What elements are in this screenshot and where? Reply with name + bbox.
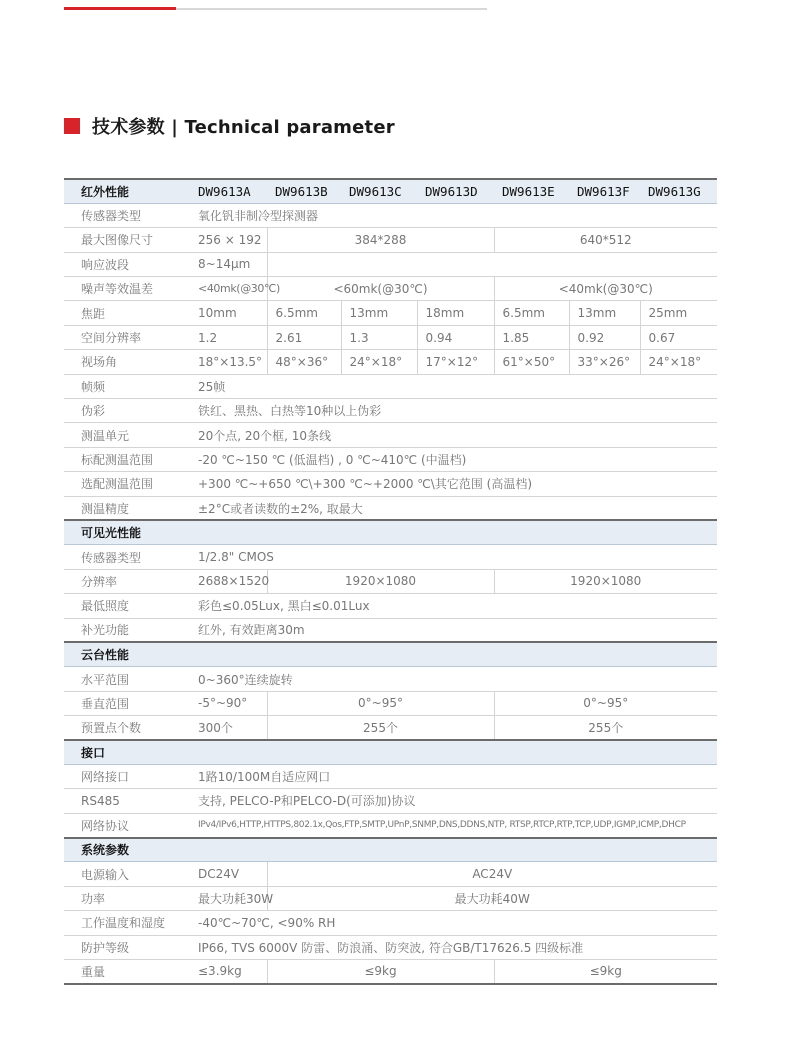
spec-row	[64, 618, 717, 642]
row-label: 空间分辨率	[64, 325, 190, 349]
row-label: 水平范围	[64, 667, 190, 691]
row-label: 预置点个数	[64, 716, 190, 740]
row-value: 300个	[190, 716, 267, 740]
spec-row	[64, 399, 717, 423]
row-value: 640*512	[494, 228, 717, 252]
row-label: 标配测温范围	[64, 447, 190, 471]
section-header-system	[64, 838, 717, 862]
row-value: 1920×1080	[494, 569, 717, 593]
model-name: DW9613E	[494, 179, 569, 203]
row-value: 17°×12°	[417, 350, 494, 374]
row-value: 0.67	[640, 325, 717, 349]
row-label: 最低照度	[64, 594, 190, 618]
row-label: 视场角	[64, 350, 190, 374]
spec-row	[64, 423, 717, 447]
spec-row	[64, 862, 717, 886]
row-value: AC24V	[267, 862, 717, 886]
row-label: 重量	[64, 960, 190, 984]
model-name: DW9613F	[569, 179, 640, 203]
row-value: 255个	[494, 716, 717, 740]
row-value: 13mm	[569, 301, 640, 325]
row-value: 6.5mm	[494, 301, 569, 325]
row-value: 2.61	[267, 325, 341, 349]
row-value: <60mk(@30℃)	[267, 277, 494, 301]
row-value: 24°×18°	[341, 350, 417, 374]
spec-row	[64, 813, 717, 837]
row-value: 0.94	[417, 325, 494, 349]
row-label: 防护等级	[64, 935, 190, 959]
row-value: IP66, TVS 6000V 防雷、防浪涌、防突波, 符合GB/T17626.5 四级标准	[190, 935, 717, 959]
spec-row	[64, 789, 717, 813]
row-label: 分辨率	[64, 569, 190, 593]
row-value: <40mk(@30℃)	[494, 277, 717, 301]
row-value: 61°×50°	[494, 350, 569, 374]
row-label: 传感器类型	[64, 203, 190, 227]
row-label: 伪彩	[64, 399, 190, 423]
row-label: 噪声等效温差	[64, 277, 190, 301]
row-value: 20个点, 20个框, 10条线	[190, 423, 717, 447]
row-label: 响应波段	[64, 252, 190, 276]
spec-row	[64, 203, 717, 227]
row-label: 网络接口	[64, 764, 190, 788]
row-value: 1路10/100M自适应网口	[190, 764, 717, 788]
top-divider-accent	[64, 7, 176, 10]
row-value: 0~360°连续旋转	[190, 667, 717, 691]
spec-row	[64, 691, 717, 715]
spec-row	[64, 716, 717, 740]
spec-row	[64, 472, 717, 496]
row-value: DC24V	[190, 862, 267, 886]
row-value: 支持, PELCO-P和PELCO-D(可添加)协议	[190, 789, 717, 813]
row-value: 25帧	[190, 374, 717, 398]
spec-row	[64, 228, 717, 252]
row-label: 最大图像尺寸	[64, 228, 190, 252]
row-value: 384*288	[267, 228, 494, 252]
row-value: -20 ℃~150 ℃ (低温档) , 0 ℃~410℃ (中温档)	[190, 447, 717, 471]
spec-row	[64, 960, 717, 984]
spec-row	[64, 374, 717, 398]
row-value: 铁红、黑热、白热等10种以上伪彩	[190, 399, 717, 423]
model-name: DW9613G	[640, 179, 717, 203]
spec-row	[64, 764, 717, 788]
row-value: <40mk(@30℃)	[190, 277, 267, 301]
spec-row	[64, 447, 717, 471]
section-title: 接口	[64, 740, 717, 764]
row-value: -40℃~70℃, <90% RH	[190, 911, 717, 935]
row-label: 电源输入	[64, 862, 190, 886]
row-value: 1/2.8" CMOS	[190, 545, 717, 569]
row-value: ≤9kg	[267, 960, 494, 984]
model-name: DW9613A	[190, 179, 267, 203]
top-divider	[64, 8, 487, 10]
row-value: 256 × 192	[190, 228, 267, 252]
page-title: 技术参数 | Technical parameter	[92, 117, 395, 138]
spec-row	[64, 886, 717, 910]
row-label: 补光功能	[64, 618, 190, 642]
row-value: ≤9kg	[494, 960, 717, 984]
row-value: 最大功耗40W	[267, 886, 717, 910]
spec-row	[64, 667, 717, 691]
row-value: 0.92	[569, 325, 640, 349]
section-title: 红外性能	[64, 179, 190, 203]
row-label: 功率	[64, 886, 190, 910]
section-header-interface	[64, 740, 717, 764]
row-value: 1.2	[190, 325, 267, 349]
row-value: 10mm	[190, 301, 267, 325]
spec-row	[64, 277, 717, 301]
row-value: 彩色≤0.05Lux, 黑白≤0.01Lux	[190, 594, 717, 618]
row-value: 0°~95°	[494, 691, 717, 715]
row-value: -5°~90°	[190, 691, 267, 715]
row-label: 选配测温范围	[64, 472, 190, 496]
spec-row	[64, 935, 717, 959]
row-value: ≤3.9kg	[190, 960, 267, 984]
row-value: 33°×26°	[569, 350, 640, 374]
spec-row	[64, 594, 717, 618]
spec-row	[64, 569, 717, 593]
section-header-ir	[64, 179, 717, 203]
row-value: ±2°C或者读数的±2%, 取最大	[190, 496, 717, 520]
heading-marker	[64, 118, 80, 134]
section-header-visible	[64, 520, 717, 544]
row-value: 最大功耗30W	[190, 886, 267, 910]
row-value: 13mm	[341, 301, 417, 325]
row-value: 8~14μm	[190, 252, 267, 276]
row-label: 测温单元	[64, 423, 190, 447]
spec-row	[64, 350, 717, 374]
row-label: 帧频	[64, 374, 190, 398]
row-value: 6.5mm	[267, 301, 341, 325]
row-value: 24°×18°	[640, 350, 717, 374]
model-name: DW9613B	[267, 179, 341, 203]
row-label: 垂直范围	[64, 691, 190, 715]
section-header-ptz	[64, 642, 717, 666]
row-value: 18°×13.5°	[190, 350, 267, 374]
section-title: 系统参数	[64, 838, 717, 862]
model-name: DW9613C	[341, 179, 417, 203]
row-value: +300 ℃~+650 ℃\+300 ℃~+2000 ℃\其它范围 (高温档)	[190, 472, 717, 496]
spec-row	[64, 911, 717, 935]
row-value: 红外, 有效距离30m	[190, 618, 717, 642]
row-value: 1920×1080	[267, 569, 494, 593]
section-title: 云台性能	[64, 642, 717, 666]
spec-table	[64, 178, 717, 985]
row-label: RS485	[64, 789, 190, 813]
section-heading	[64, 113, 395, 139]
row-label: 传感器类型	[64, 545, 190, 569]
row-value: 氧化钒非制冷型探测器	[190, 203, 717, 227]
row-value: 18mm	[417, 301, 494, 325]
row-label: 网络协议	[64, 813, 190, 837]
row-label: 测温精度	[64, 496, 190, 520]
spec-row	[64, 496, 717, 520]
row-value: 1.85	[494, 325, 569, 349]
model-name: DW9613D	[417, 179, 494, 203]
row-value: 2688×1520	[190, 569, 267, 593]
row-label: 工作温度和湿度	[64, 911, 190, 935]
spec-row	[64, 325, 717, 349]
row-value-empty	[267, 252, 717, 276]
row-value: 1.3	[341, 325, 417, 349]
spec-row	[64, 252, 717, 276]
spec-row	[64, 301, 717, 325]
row-label: 焦距	[64, 301, 190, 325]
row-value: 0°~95°	[267, 691, 494, 715]
row-value: IPv4/IPv6,HTTP,HTTPS,802.1x,Qos,FTP,SMTP,UPnP,SNMP,DNS,DDNS,NTP, RTSP,RTCP,RTP,TCP,UDP,IGMP,ICMP,DHCP	[190, 813, 717, 837]
row-value: 48°×36°	[267, 350, 341, 374]
spec-row	[64, 545, 717, 569]
section-title: 可见光性能	[64, 520, 717, 544]
row-value: 255个	[267, 716, 494, 740]
row-value: 25mm	[640, 301, 717, 325]
